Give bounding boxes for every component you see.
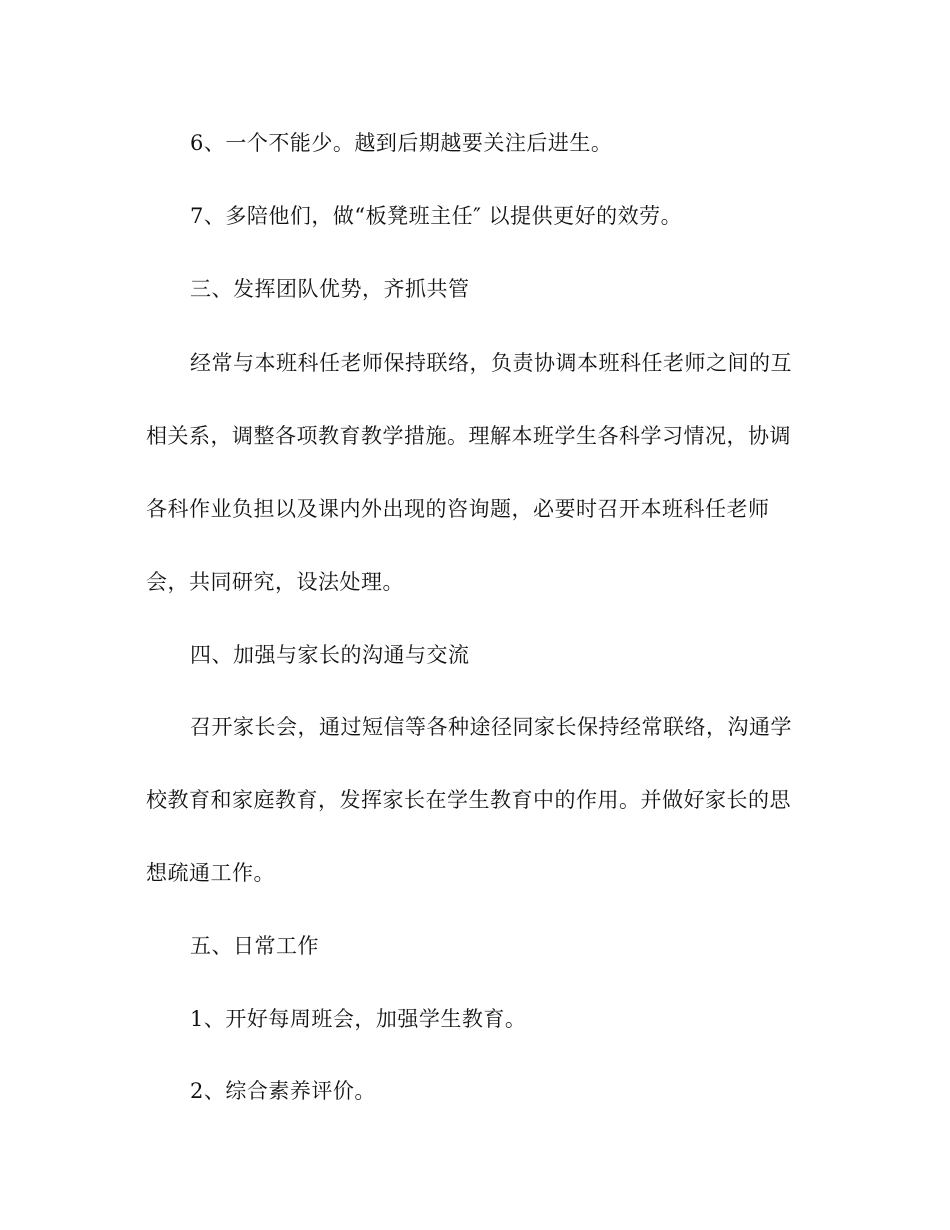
section-heading-5: 五、日常工作 [190, 934, 319, 958]
list-item-7: 7、多陪他们，做“板凳班主任″ 以提供更好的效劳。 [190, 204, 683, 228]
list-item-6: 6、一个不能少。越到后期越要关注后进生。 [190, 131, 613, 155]
list-item-2: 2、综合素养评价。 [190, 1079, 376, 1103]
paragraph-line: 会，共同研究，设法处理。 [146, 570, 404, 594]
list-item-1: 1、开好每周班会，加强学生教育。 [190, 1007, 527, 1031]
paragraph-line: 召开家长会，通过短信等各种途径同家长保持经常联络，沟通学 [190, 715, 792, 739]
paragraph-line: 各科作业负担以及课内外出现的咨询题，必要时召开本班科任老师 [146, 497, 770, 521]
paragraph-line: 经常与本班科任老师保持联络，负责协调本班科任老师之间的互 [190, 351, 792, 375]
paragraph-line: 校教育和家庭教育，发挥家长在学生教育中的作用。并做好家长的思 [146, 788, 791, 812]
section-heading-3: 三、发挥团队优势，齐抓共管 [190, 277, 470, 301]
paragraph-line: 想疏通工作。 [146, 861, 275, 885]
paragraph-line: 相关系，调整各项教育教学措施。理解本班学生各科学习情况，协调 [146, 424, 791, 448]
section-heading-4: 四、加强与家长的沟通与交流 [190, 643, 470, 667]
